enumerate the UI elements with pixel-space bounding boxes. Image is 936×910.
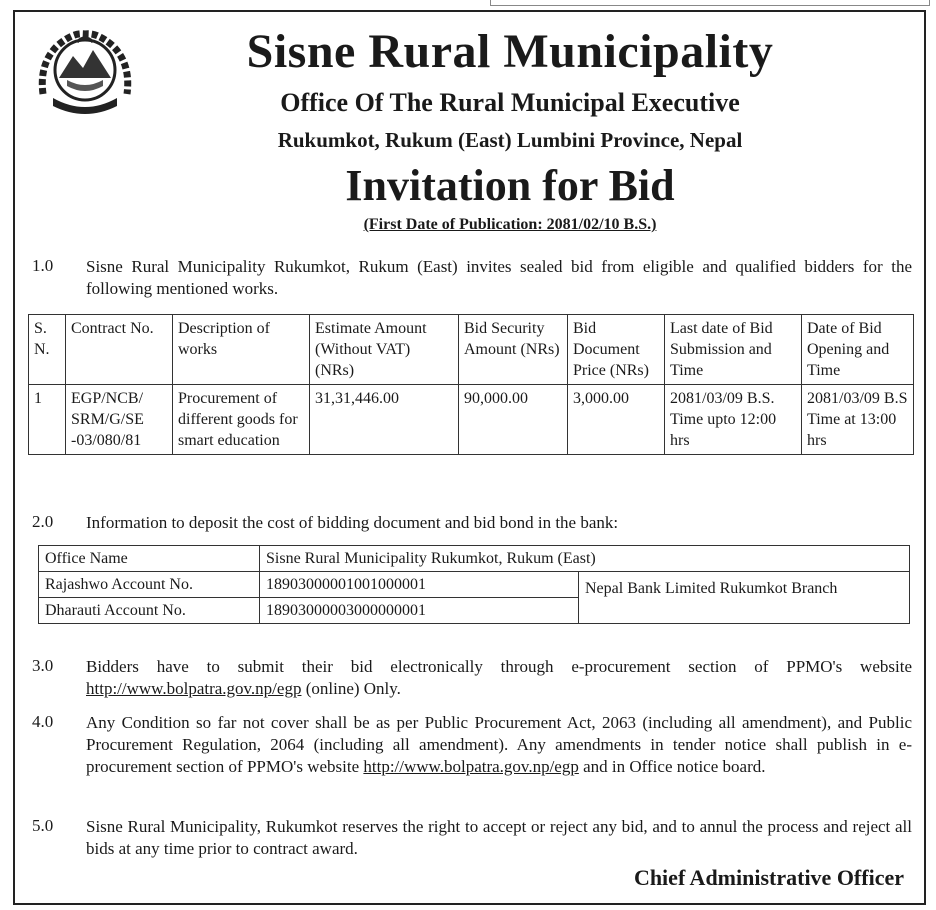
table-row	[29, 385, 914, 455]
cell-last-date: 2081/03/09 B.S. Time upto 12:00 hrs	[665, 385, 802, 455]
section-4-text	[86, 712, 912, 778]
cell-sn: 1	[29, 385, 66, 455]
header-description: Description of works	[173, 315, 310, 385]
publication-date: (First Date of Publication: 2081/02/10 B.S.)	[363, 216, 657, 233]
cell-estimate: 31,31,446.00	[310, 385, 459, 455]
top-edge-strip	[490, 0, 930, 6]
header-doc-price: Bid Document Price (NRs)	[568, 315, 665, 385]
section-3-text-a: Bidders have to submit their bid electronically through e-procurement section of PPMO's website	[86, 657, 912, 676]
address-line: Rukumkot, Rukum (East) Lumbini Province, Nepal	[277, 128, 743, 152]
municipality-title: Sisne Rural Municipality	[246, 25, 774, 78]
section-4-number: 4.0	[32, 712, 54, 731]
header-opening-date: Date of Bid Opening and Time	[802, 315, 914, 385]
section-4-text-b: and in Office notice board.	[583, 757, 766, 776]
section-3-text	[86, 656, 912, 700]
header-contract: Contract No.	[66, 315, 173, 385]
header-sn: S. N.	[29, 315, 66, 385]
nepal-emblem-icon	[33, 24, 137, 120]
cell-doc-price: 3,000.00	[568, 385, 665, 455]
section-3-number: 3.0	[32, 656, 54, 675]
table-row	[39, 572, 910, 598]
notice-title: Invitation for Bid	[345, 161, 675, 210]
section-3-text-b: (online) Only.	[305, 679, 401, 698]
section-2-number: 2.0	[32, 512, 54, 531]
bolpatra-link-2[interactable]: http://www.bolpatra.gov.np/egp	[363, 757, 579, 776]
bolpatra-link[interactable]: http://www.bolpatra.gov.np/egp	[86, 679, 302, 698]
bank-name: Nepal Bank Limited Rukumkot Branch	[579, 572, 910, 624]
office-title: Office Of The Rural Municipal Executive	[280, 88, 740, 117]
cell-description: Procurement of different goods for smart education	[173, 385, 310, 455]
dharauti-label: Dharauti Account No.	[39, 598, 260, 624]
header-last-date: Last date of Bid Submission and Time	[665, 315, 802, 385]
rajashwo-label: Rajashwo Account No.	[39, 572, 260, 598]
dharauti-account: 18903000003000000001	[260, 598, 579, 624]
cell-contract: EGP/NCB/ SRM/G/SE -03/080/81	[66, 385, 173, 455]
bank-table	[38, 545, 910, 624]
table-row	[39, 546, 910, 572]
section-2-text: Information to deposit the cost of bidding document and bid bond in the bank:	[86, 513, 619, 532]
section-5-text: Sisne Rural Municipality, Rukumkot reserves the right to accept or reject any bid, and to annul the process and reject all bids at any time prior to contract award.	[86, 817, 912, 858]
section-1-text: Sisne Rural Municipality Rukumkot, Rukum (East) invites sealed bid from eligible and qualified bidders for the following mentioned works.	[86, 257, 912, 298]
header-security: Bid Security Amount (NRs)	[459, 315, 568, 385]
office-name-label: Office Name	[39, 546, 260, 572]
office-name-value: Sisne Rural Municipality Rukumkot, Rukum (East)	[260, 546, 910, 572]
section-1-number: 1.0	[32, 256, 54, 275]
cell-opening-date: 2081/03/09 B.S Time at 13:00 hrs	[802, 385, 914, 455]
cell-security: 90,000.00	[459, 385, 568, 455]
bid-table	[28, 314, 914, 455]
signature-title: Chief Administrative Officer	[633, 865, 904, 890]
section-4-text-a: Any Condition so far not cover shall be as per Public Procurement Act, 2063 (including all amendment), and Public Procurement Regulation, 2064 (including all amendment). Any amendments in tender notice shall publish in e-procurement section of PPMO's website	[86, 713, 912, 776]
header-estimate: Estimate Amount (Without VAT) (NRs)	[310, 315, 459, 385]
section-5-number: 5.0	[32, 816, 54, 835]
rajashwo-account: 18903000001001000001	[260, 572, 579, 598]
bid-table-header-row	[29, 315, 914, 385]
